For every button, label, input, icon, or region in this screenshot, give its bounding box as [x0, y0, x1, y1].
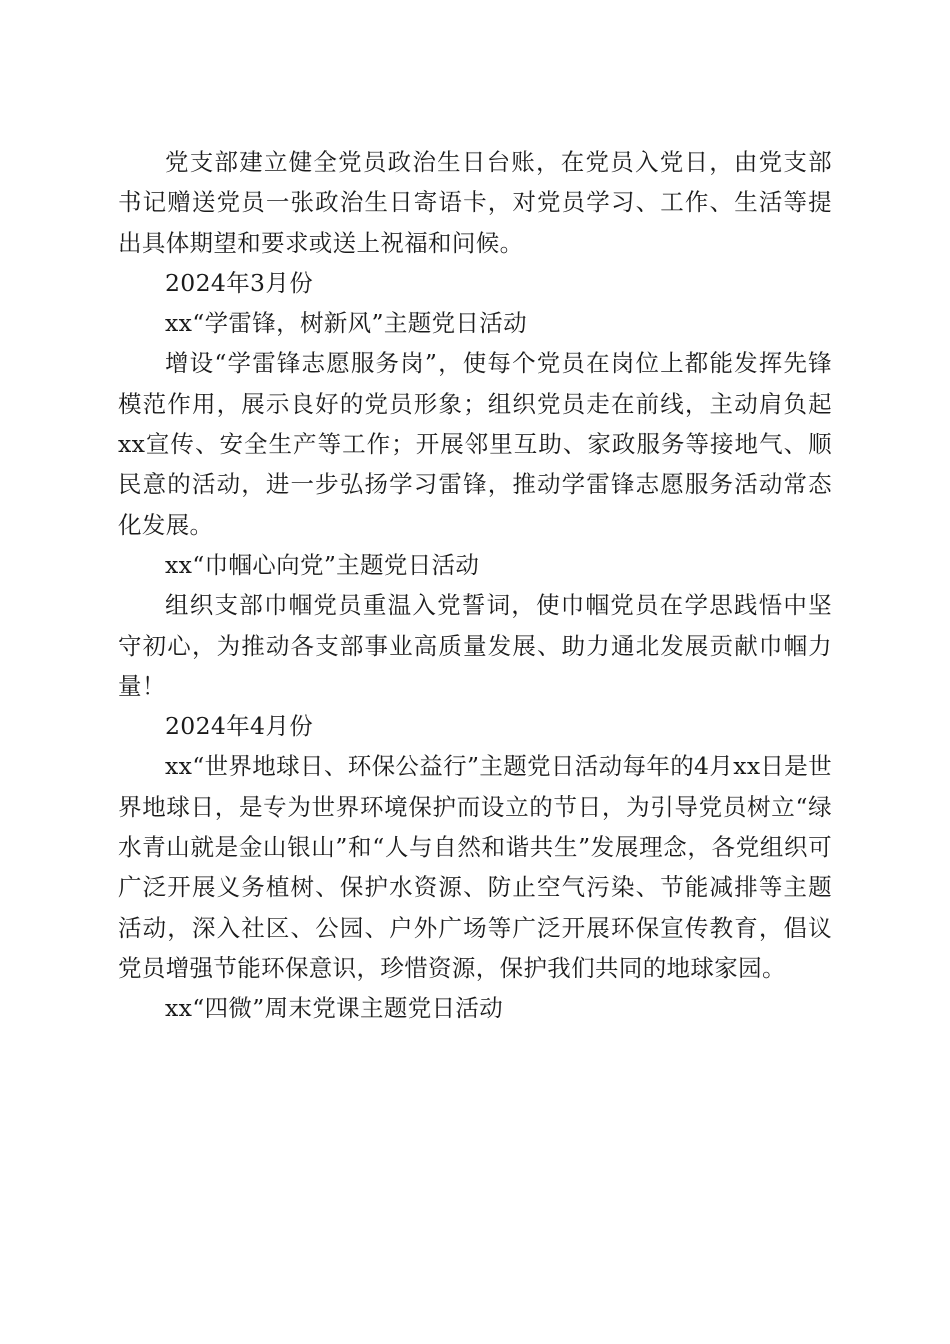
heading-weekend-party-lecture: xx“四微”周末党课主题党日活动 — [165, 994, 504, 1023]
paragraph-political-birthday: 党支部建立健全党员政治生日台账，在党员入党日，由党支部书记赠送党员一张政治生日寄语卡，对党员学习、工作、生活等提出具体期望和要求或送上祝福和问候。 — [118, 148, 832, 257]
heading-women-party-activity: xx“巾帼心向党”主题党日活动 — [165, 550, 480, 579]
heading-march-2024: 2024年3月份 — [165, 268, 314, 297]
heading-learn-leifeng-activity: xx“学雷锋，树新风”主题党日活动 — [165, 309, 527, 338]
paragraph-earth-day: xx“世界地球日、环保公益行”主题党日活动每年的4月xx日是世界地球日，是专为世界环境保护而设立的节日，为引导党员树立“绿水青山就是金山银山”和“人与自然和谐共生”发展理念，各党组织可广泛开展义务植树、保护水资源、防止空气污染、节能减排等主题活动，深入社区、公园、户外广场等广泛开展环保宣传教育，倡议党员增强节能环保意识，珍惜资源，保护我们共同的地球家园。 — [118, 752, 832, 982]
document-body — [118, 142, 832, 1029]
paragraph-learn-leifeng: 增设“学雷锋志愿服务岗”，使每个党员在岗位上都能发挥先锋模范作用，展示良好的党员形象；组织党员走在前线，主动肩负起xx宣传、安全生产等工作；开展邻里互助、家政服务等接地气、顺民意的活动，进一步弘扬学习雷锋，推动学雷锋志愿服务活动常态化发展。 — [118, 349, 832, 539]
heading-april-2024: 2024年4月份 — [165, 712, 314, 741]
paragraph-women-party: 组织支部巾帼党员重温入党誓词，使巾帼党员在学思践悟中坚守初心，为推动各支部事业高质量发展、助力通北发展贡献巾帼力量！ — [118, 591, 832, 700]
